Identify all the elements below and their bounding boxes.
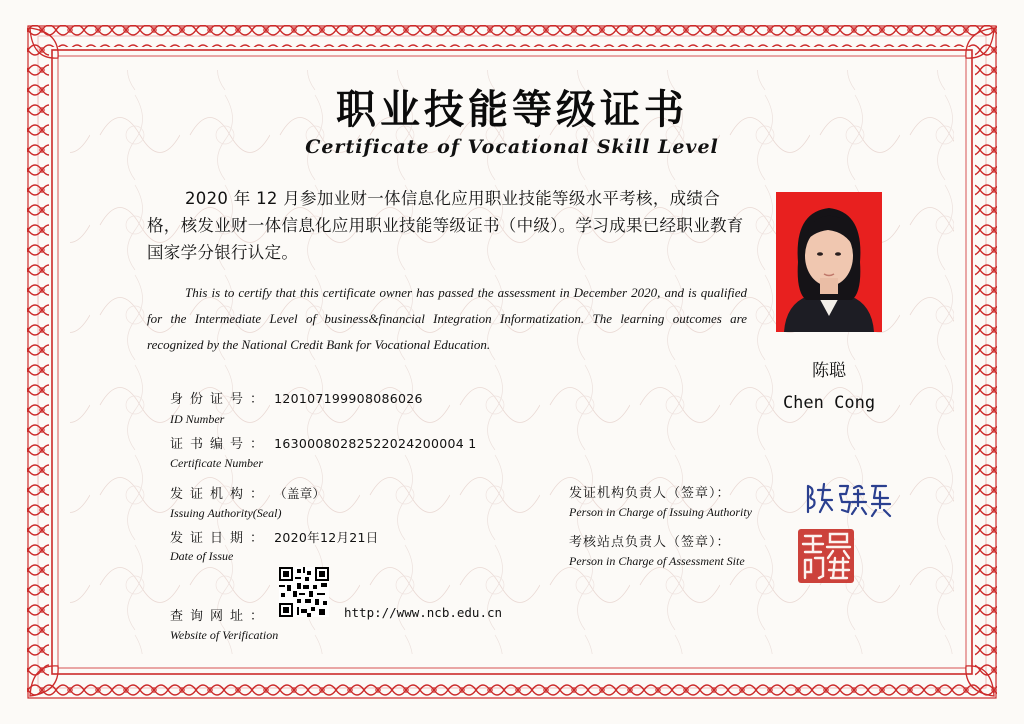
certification-text-english: This is to certify that this certificate owner has passed the assessment in December 2020, and is qualified for the Intermediate Level of business&financial Integration Informatization. The learning outcomes are recognized by the National Credit Bank for Vocational Education. (147, 285, 747, 352)
id-number-row (170, 388, 423, 407)
holder-name-chinese: 陈聪 (812, 361, 846, 381)
signature (802, 478, 894, 518)
id-number-value: 120107199908086026 (274, 391, 423, 406)
issuing-person-label: 发证机构负责人（签章）： (569, 486, 731, 501)
title-english: Certificate of Vocational Skill Level (305, 136, 719, 158)
qr-code-icon[interactable] (279, 567, 329, 617)
date-of-issue-value: 2020年12月21日 (274, 530, 379, 545)
certificate-number-row (170, 433, 477, 452)
id-number-label: 身份证号： (170, 392, 271, 407)
site-person-label-en: Person in Charge of Assessment Site (569, 554, 745, 568)
date-of-issue-row (170, 527, 379, 546)
issuing-authority-label-en: Issuing Authority(Seal) (170, 506, 282, 520)
portrait-photo (776, 192, 882, 332)
issuing-authority-label: 发证机构： (170, 487, 271, 502)
date-of-issue-label-en: Date of Issue (170, 549, 234, 563)
certificate-number-value: 16300080282522024200004 1 (274, 436, 477, 451)
id-number-label-en: ID Number (170, 412, 225, 426)
date-of-issue-label: 发证日期： (170, 531, 271, 546)
site-person-label: 考核站点负责人（签章）： (569, 535, 731, 550)
personal-seal (797, 528, 855, 584)
certificate-number-label-en: Certificate Number (170, 456, 263, 470)
issuing-person-label-en: Person in Charge of Issuing Authority (569, 505, 752, 519)
website-label: 查询网址： (170, 609, 271, 624)
certificate-number-label: 证书编号： (170, 437, 271, 452)
website-label-en: Website of Verification (170, 628, 279, 642)
holder-name-english: Chen Cong (782, 393, 876, 413)
issuing-authority-value: （盖章） (274, 486, 326, 501)
website-row (170, 605, 270, 624)
website-link[interactable]: http://www.ncb.edu.cn (344, 605, 503, 620)
certification-text-chinese: 2020 年 12 月参加业财一体信息化应用职业技能等级水平考核，成绩合格，核发业财一体信息化应用职业技能等级证书（中级）。学习成果已经职业教育国家学分银行认定。 (147, 189, 744, 262)
issuing-authority-row (170, 483, 325, 502)
title-chinese: 职业技能等级证书 (336, 87, 688, 133)
